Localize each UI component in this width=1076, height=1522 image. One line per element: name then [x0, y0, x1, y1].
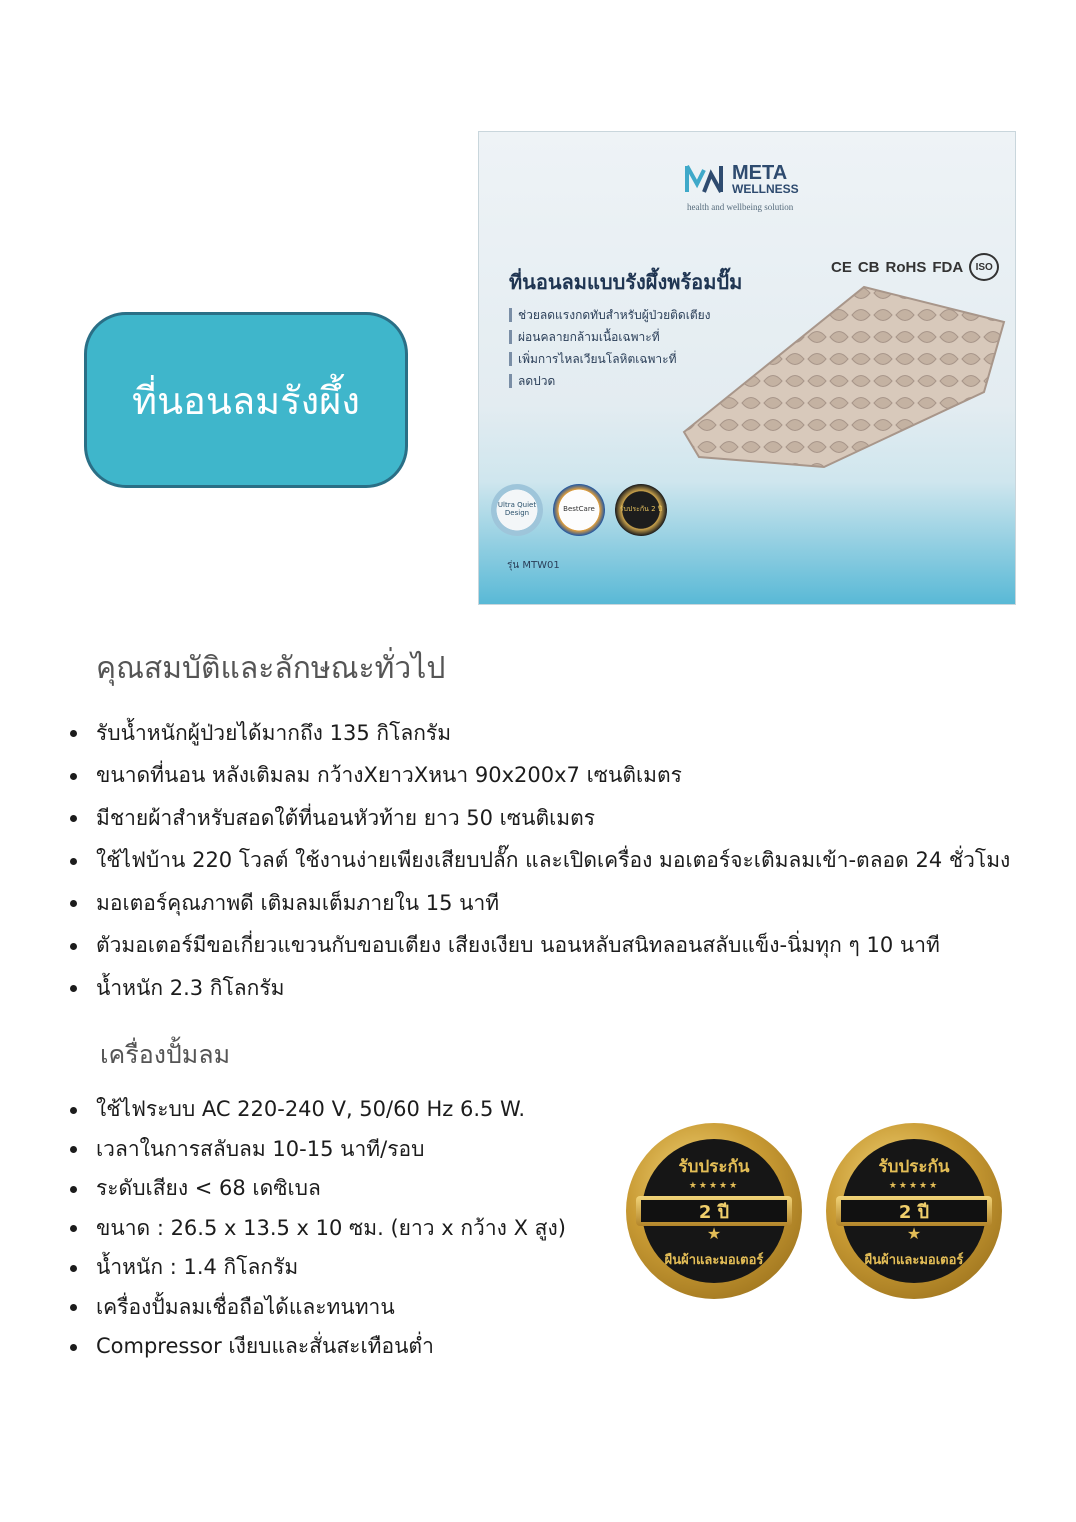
list-item: ใช้ไฟบ้าน 220 โวลต์ ใช้งานง่ายเพียงเสียบปลั๊ก และเปิดเครื่อง มอเตอร์จะเติมลมเข้า-ตลอด 24 ชั่วโมง: [66, 840, 1010, 883]
warranty-badge: [826, 1123, 1002, 1299]
title-badge: [84, 312, 408, 488]
model-number: รุ่น MTW01: [507, 560, 560, 571]
box-line: เพิ่มการไหลเวียนโลหิตเฉพาะที่: [509, 348, 711, 370]
list-item: น้ำหนัก 2.3 กิโลกรัม: [66, 967, 1010, 1010]
warranty-years: 2 ปี: [641, 1200, 787, 1222]
list-item: รับน้ำหนักผู้ป่วยได้มากถึง 135 กิโลกรัม: [66, 712, 1010, 755]
box-line: ลดปวด: [509, 370, 711, 392]
box-line: ช่วยลดแรงกดทับสำหรับผู้ป่วยติดเตียง: [509, 304, 711, 326]
cb-mark: CB: [857, 258, 880, 276]
bestcare-seal: BestCare: [553, 484, 605, 536]
list-item: เวลาในการสลับลม 10-15 นาที/รอบ: [66, 1130, 566, 1170]
stars-icon: ★★★★★: [688, 1181, 740, 1191]
list-item: ใช้ไฟระบบ AC 220-240 V, 50/60 Hz 6.5 W.: [66, 1090, 566, 1130]
list-item: ขนาด : 26.5 x 13.5 x 10 ซม. (ยาว x กว้าง X สูง): [66, 1209, 566, 1249]
list-item: น้ำหนัก : 1.4 กิโลกรัม: [66, 1248, 566, 1288]
ce-mark: CE: [831, 258, 852, 276]
warranty-badge: [626, 1123, 802, 1299]
warranty-bottom-text: ผืนผ้าและมอเตอร์: [664, 1253, 764, 1268]
rohs-mark: RoHS: [885, 258, 927, 276]
features-list: [66, 712, 1010, 1010]
list-item: เครื่องปั้มลมเชื่อถือได้และทนทาน: [66, 1288, 566, 1328]
list-item: มอเตอร์คุณภาพดี เติมลมเต็มภายใน 15 นาที: [66, 882, 1010, 925]
meta-logo-icon: [684, 162, 724, 196]
pump-specs-list: [66, 1090, 566, 1367]
warranty-seal: รับประกัน 2 ปี: [615, 484, 667, 536]
product-box-image: [478, 131, 1016, 605]
brand-sub: WELLNESS: [732, 182, 799, 196]
list-item: ตัวมอเตอร์มีขอเกี่ยวแขวนกับขอบเตียง เสียงเงียบ นอนหลับสนิทลอนสลับแข็ง-นิ่มทุก ๆ 10 นาที: [66, 925, 1010, 968]
box-headline: ที่นอนลมแบบรังผึ้งพร้อมปั๊ม: [509, 270, 743, 294]
list-item: ระดับเสียง < 68 เดซิเบล: [66, 1169, 566, 1209]
title-text: ที่นอนลมรังผึ้ง: [132, 378, 360, 423]
stars-icon: ★★★★★: [888, 1181, 940, 1191]
fda-mark: FDA: [932, 258, 964, 276]
star-icon: ★: [706, 1224, 722, 1243]
list-item: มีชายผ้าสำหรับสอดใต้ที่นอนหัวท้าย ยาว 50 เซนติเมตร: [66, 797, 1010, 840]
section-heading-pump: เครื่องปั้มลม: [100, 1040, 231, 1069]
box-seals: [491, 484, 667, 536]
warranty-bottom-text: ผืนผ้าและมอเตอร์: [864, 1253, 964, 1268]
brand-tagline: health and wellbeing solution: [687, 202, 794, 212]
box-line: ผ่อนคลายกล้ามเนื้อเฉพาะที่: [509, 326, 711, 348]
mattress-image: [674, 282, 1014, 472]
brand-name: META: [732, 162, 788, 184]
list-item: Compressor เงียบและสั่นสะเทือนต่ำ: [66, 1327, 566, 1367]
warranty-top-text: รับประกัน: [878, 1157, 950, 1177]
list-item: ขนาดที่นอน หลังเติมลม กว้างXยาวXหนา 90x200x7 เซนติเมตร: [66, 755, 1010, 798]
ultra-quiet-seal: Ultra Quiet Design: [491, 484, 543, 536]
section-heading-features: คุณสมบัติและลักษณะทั่วไป: [96, 651, 446, 686]
warranty-top-text: รับประกัน: [678, 1157, 750, 1177]
cert-logos: [831, 253, 999, 281]
iso-badge: ISO: [969, 253, 999, 281]
warranty-years: 2 ปี: [841, 1200, 987, 1222]
star-icon: ★: [906, 1224, 922, 1243]
brand-logo: [684, 162, 799, 196]
